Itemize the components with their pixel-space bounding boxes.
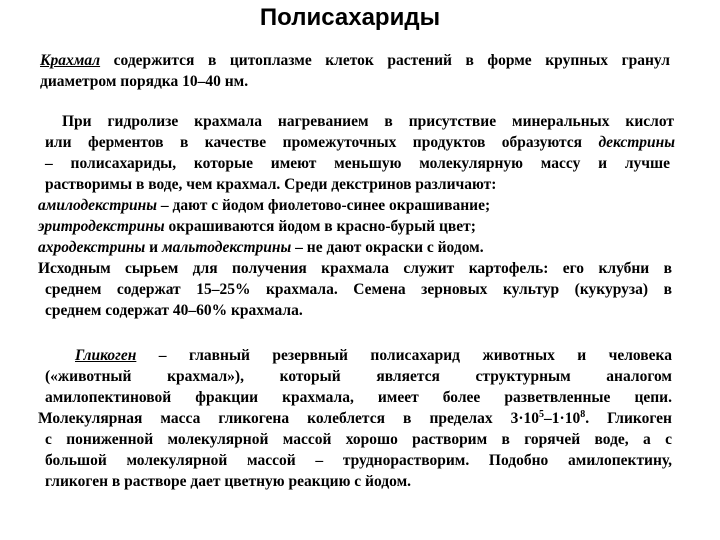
paragraph-glycogen-line-6: большой молекулярной массой – труднорастворим. Подобно амилопектину,: [45, 452, 672, 469]
paragraph-hydrolysis-line-3: – полисахариды, которые имеют меньшую молекулярную массу и лучше: [45, 155, 670, 172]
paragraph-hydrolysis-line-4: растворимы в воде, чем крахмал. Среди декстринов различают:: [45, 176, 497, 193]
paragraph-glycogen-line-7: гликоген в растворе дает цветную реакцию с йодом.: [45, 473, 412, 490]
term-erythrodextrins: эритродекстрины: [38, 218, 165, 235]
paragraph-hydrolysis-line-1: При гидролизе крахмала нагреванием в присутствие минеральных кислот: [62, 113, 674, 130]
paragraph-hydrolysis-line-7: ахродекстрины и мальтодекстрины – не дают окраски с йодом.: [38, 239, 484, 256]
term-amylodextrins: амилодекстрины: [38, 197, 157, 214]
paragraph-raw-material-line-3: среднем содержат 40–60% крахмала.: [45, 302, 303, 319]
term-glycogen: Гликоген: [75, 347, 137, 364]
paragraph-glycogen-line-1: Гликоген – главный резервный полисахарид животных и человека: [75, 347, 672, 364]
paragraph-hydrolysis-line-5: амилодекстрины – дают с йодом фиолетово-синее окрашивание;: [38, 197, 491, 214]
paragraph-glycogen-line-4: Молекулярная масса гликогена колеблется в пределах $3\cdot 10^5-1\cdot 10^8$. Гликоген: [38, 409, 672, 427]
paragraph-glycogen-line-3: амилопектиновой фракции крахмала, имеет более разветвленные цепи.: [45, 389, 672, 406]
paragraph-hydrolysis-line-2: или ферментов в качестве промежуточных продуктов образуются декстрины: [45, 134, 675, 151]
paragraph-starch-line-2: диаметром порядка 10–40 нм.: [40, 73, 249, 90]
paragraph-starch-line-1: Крахмал содержится в цитоплазме клеток растений в форме крупных гранул: [40, 52, 670, 69]
page-title: Полисахариды: [259, 4, 441, 31]
term-dextrins: декстрины: [598, 134, 675, 151]
term-starch: Крахмал: [40, 52, 101, 69]
paragraph-glycogen-line-2: («животный крахмал»), который является структурным аналогом: [45, 368, 672, 385]
term-maltodextrins: мальтодекстрины: [161, 239, 292, 256]
paragraph-hydrolysis-line-6: эритродекстрины окрашиваются йодом в красно-бурый цвет;: [38, 218, 476, 235]
paragraph-raw-material-line-2: среднем содержат 15–25% крахмала. Семена зерновых культур (кукуруза) в: [45, 281, 672, 298]
term-achrodextrins: ахродекстрины: [38, 239, 146, 256]
paragraph-glycogen-line-5: с пониженной молекулярной массой хорошо растворим в горячей воде, а с: [45, 431, 672, 448]
paragraph-raw-material-line-1: Исходным сырьем для получения крахмала служит картофель: его клубни в: [38, 260, 672, 277]
